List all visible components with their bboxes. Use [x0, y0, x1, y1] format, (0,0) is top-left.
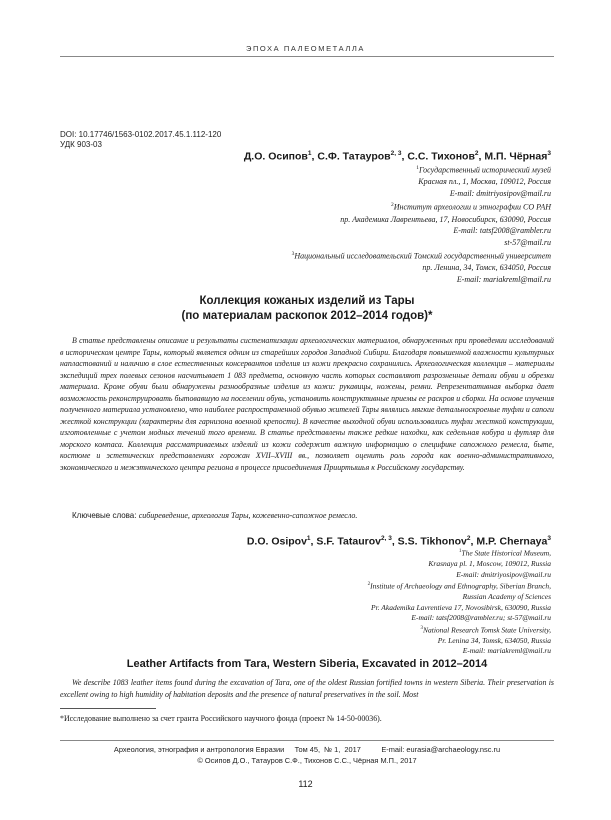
affiliation-text: National Research Tomsk State University, [423, 625, 551, 634]
affiliation-line [81, 188, 551, 200]
affiliation-line [81, 603, 551, 614]
footer-rule [60, 740, 554, 741]
affiliation-text: E-mail: dmitriyosipov@mail.ru [456, 569, 551, 579]
affiliation-text: Национальный исследовательский Томский государственный университет [294, 251, 551, 261]
authors-en: D.O. Osipov$^1$, S.F. Tataurov$^{2, 3}$, S.S. Tikhonov$^2$, M.P. Chernaya$^3$ [246, 535, 551, 548]
affiliation-line [81, 249, 551, 262]
affiliation-line [81, 613, 551, 624]
footnote-rule [60, 708, 156, 709]
author-affiliation-index: 1 [306, 535, 311, 542]
author-affiliation-index: 2 [474, 150, 479, 157]
affiliation-line [81, 163, 551, 176]
footer [60, 745, 554, 766]
affiliation-text: Russian Academy of Sciences [462, 592, 551, 601]
keywords [72, 511, 554, 520]
author-name: Д.О. Осипов [243, 150, 308, 163]
affiliation-text: st-57@mail.ru [504, 238, 551, 248]
footer-journal: Археология, этнография и антропология Евразии Том 45, № 1, 2017 E-mail: eurasia@archaeology.nsc.ru [113, 745, 501, 754]
article-title-en: Leather Artifacts from Tara, Western Siberia, Excavated in 2012–2014 [126, 658, 488, 670]
affiliation-line [81, 559, 551, 570]
affiliation-index: 1 [458, 549, 462, 554]
footnote: *Исследование выполнено за счет гранта Российского научного фонда (проект № 14-50-00036). [60, 714, 382, 723]
affiliation-index: 2 [367, 582, 371, 587]
affiliations-ru [81, 163, 551, 286]
affiliation-line [81, 592, 551, 603]
affiliation-line [81, 225, 551, 237]
affiliation-line [81, 176, 551, 188]
title-ru-line2: (по материалам раскопок 2012–2014 годов)* [181, 310, 433, 322]
author-name: M.P. Chernaya [476, 535, 548, 548]
abstract-en: We describe 1083 leather items found during the excavation of Tara, one of the oldest Russian fortified towns in western Siberia. Their preservation is excellent owing to high humidity of habitation deposits and the presence of natural preservatives in the soil. Most [60, 678, 554, 699]
authors-ru: Д.О. Осипов$^1$, С.Ф. Татауров$^{2, 3}$, С.С. Тихонов$^2$, М.П. Чёрная$^3$ [243, 150, 551, 163]
author-name: С.Ф. Татауров [317, 150, 391, 163]
affiliation-line [81, 570, 551, 581]
affiliation-text: E-mail: mariakreml@mail.ru [462, 646, 551, 655]
affiliation-text: Institute of Archaeology and Ethnography, Siberian Branch, [370, 581, 551, 591]
affiliation-line [81, 580, 551, 592]
affiliation-text: E-mail: tatsf2008@rambler.ru; st-57@mail.ru [411, 613, 551, 622]
affiliation-line [81, 274, 551, 286]
doi: DOI: 10.17746/1563-0102.2017.45.1.112-120 [60, 130, 222, 139]
affiliation-text: пр. Академика Лаврентьева, 17, Новосибирск, 630090, Россия [340, 214, 551, 224]
author-affiliation-index: 2, 3 [390, 150, 402, 157]
affiliations-en [81, 547, 551, 657]
affiliation-line [81, 200, 551, 213]
affiliation-index: 2 [390, 202, 394, 209]
keywords-label: Ключевые слова: [72, 511, 137, 520]
affiliation-line [81, 262, 551, 274]
author-name: М.П. Чёрная [484, 150, 548, 163]
udk: УДК 903-03 [60, 140, 102, 149]
header-rule [60, 56, 554, 57]
affiliation-text: E-mail: mariakreml@mail.ru [456, 275, 551, 285]
keywords-text: сибиреведение, археология Тары, кожевенно-сапожное ремесло. [138, 511, 358, 520]
author-affiliation-index: 2 [466, 535, 471, 542]
affiliation-text: E-mail: dmitriyosipov@mail.ru [449, 189, 551, 199]
author-affiliation-index: 3 [547, 150, 551, 157]
author-affiliation-index: 3 [547, 535, 551, 542]
title-ru-line1: Коллекция кожаных изделий из Тары [199, 295, 415, 307]
affiliation-text: The State Historical Museum, [461, 548, 551, 558]
page-number: 112 [298, 779, 313, 789]
affiliation-line [81, 547, 551, 559]
affiliation-text: Государственный исторический музей [418, 165, 551, 175]
author-name: S.S. Tikhonov [397, 535, 467, 548]
affiliation-index: 3 [291, 250, 295, 257]
affiliation-text: Pr. Akademika Lavrentieva 17, Novosibirsk, 630090, Russia [371, 602, 551, 612]
author-affiliation-index: 2, 3 [380, 535, 392, 542]
author-affiliation-index: 1 [307, 150, 312, 157]
affiliation-line [81, 646, 551, 657]
author-name: D.O. Osipov [246, 535, 307, 548]
affiliation-text: пр. Ленина, 34, Томск, 634050, Россия [422, 263, 551, 273]
affiliation-text: Красная пл., 1, Москва, 109012, Россия [418, 177, 551, 187]
affiliation-line [81, 624, 551, 636]
affiliation-text: E-mail: tatsf2008@rambler.ru [453, 226, 551, 236]
abstract-ru: В статье представлены описание и результаты систематизации археологических материалов, обнаруженных при проведении исследований в историческом центре Тары, который является одним из старейших городов Западной Сибири. Благодаря повышенной влажности культурных напластований и наличию в слое естественных консервантов изделия из кожи прекрасно сохранились. Археологическая коллекция – материалы экспедиций трех полевых сезонов насчитывает 1 083 предмета, основную часть которых составляют разрозненные детали обуви и обрезки материала. Кроме обуви были обнаружены разнообразные изделия из кожи: рукавицы, ножены, ремни. Репрезентативная выборка дает возможность реконструировать бытовавшую на поселении обувь, установить конструктивные приемы ее раскроя и сборки. На основе изучения полученного материала установлено, что наиболее распространенной обувью жителей Тары являлись мягкие детальноскроеные туфли и сапоги жесткой конструкции (характерны для гарнизона военной крепости). В качестве выходной обуви использовались туфли жесткой конструкции, изготовленные с учетом модных течений того времени. В статье представлены также редкие находки, как седельная кобура и футляр для морского компаса. Коллекция рассматриваемых изделий из кожи содержит важную информацию о специфике сапожного ремесла, быте, костюме и эстетических представлениях горожан XVII–XVIII вв., позволяет оценить роль города как военно-административного, экономического и межэтнического центра региона в процессе присоединения Прииртышья к Российскому государству. [60, 336, 554, 473]
affiliation-line [81, 214, 551, 226]
author-name: С.С. Тихонов [407, 150, 475, 163]
affiliation-text: Krasnaya pl. 1, Moscow, 109012, Russia [428, 559, 551, 568]
affiliation-line [81, 237, 551, 249]
affiliation-text: Pr. Lenina 34, Tomsk, 634050, Russia [437, 635, 551, 645]
affiliation-index: 1 [416, 165, 419, 171]
footer-copyright: © Осипов Д.О., Татауров С.Ф., Тихонов С.С., Чёрная М.П., 2017 [197, 755, 417, 765]
article-title-ru [60, 294, 554, 324]
affiliation-index: 3 [420, 625, 424, 631]
affiliation-text: Институт археологии и этнографии СО РАН [393, 202, 551, 212]
affiliation-line [81, 636, 551, 647]
running-head: ЭПОХА ПАЛЕОМЕТАЛЛА [245, 44, 366, 53]
author-name: S.F. Tataurov [316, 535, 381, 548]
